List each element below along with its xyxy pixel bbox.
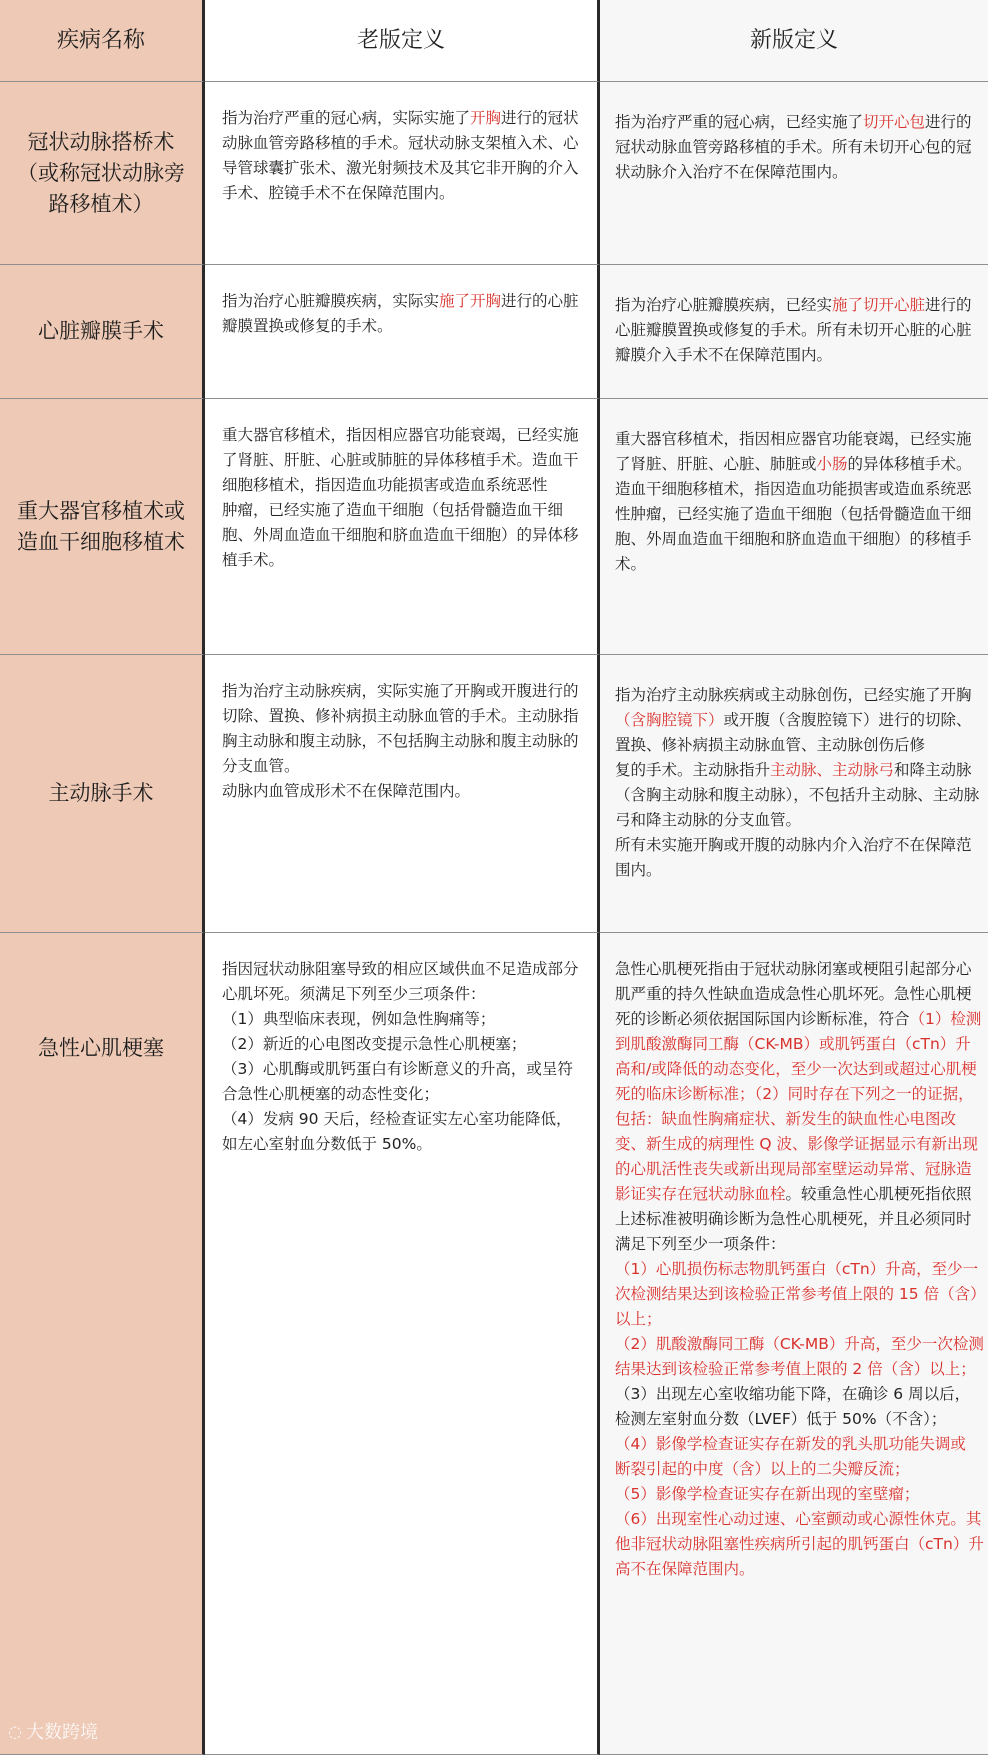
definition-text: 。较重急性心肌梗死指依照上述标准被明确诊断为急性心肌梗死，并且必须同时满足下列至少一项条件： (615, 1185, 972, 1253)
header-old-definition (205, 0, 600, 82)
header-col2-label: 老版定义 (356, 28, 445, 53)
definition-text: 指因冠状动脉阻塞导致的相应区域供血不足造成部分心肌坏死。须满足下列至少三项条件： (222, 960, 579, 1003)
header-new-definition (600, 0, 988, 82)
definition-text: 急性心肌梗死指由于冠状动脉闭塞或梗阻引起部分心肌严重的持久性缺血造成急性心肌坏死。急性心肌梗死的诊断必须依据国际国内诊断标准，符合 (615, 960, 972, 1028)
watermark-text: 大数跨境 (25, 1722, 98, 1743)
definition-text: （3）出现左心室收缩功能下降，在确诊 6 周以后，检测左室射血分数（LVEF）低于 50%（不含）； (615, 1385, 971, 1428)
watermark-logo-icon: ◌ (8, 1721, 22, 1741)
header-col1-label: 疾病名称 (56, 28, 145, 53)
row-4-name (0, 933, 205, 1755)
header-col3-label: 新版定义 (749, 28, 838, 53)
highlight-text: （2）肌酸激酶同工酶（CK-MB）升高，至少一次检测结果达到该检验正常参考值上限的 2 倍（含）以上； (615, 1335, 984, 1378)
highlight-text: 开胸 (470, 109, 502, 127)
row-1-new (600, 265, 988, 399)
row-2-old (205, 399, 600, 655)
definition-text: （3）心肌酶或肌钙蛋白有诊断意义的升高，或呈符合急性心肌梗塞的动态性变化； (222, 1060, 573, 1103)
definition-text: 复的手术。主动脉指升 (615, 761, 771, 779)
row-2-name (0, 399, 205, 655)
highlight-text: 主动脉、主动脉弓 (770, 761, 895, 779)
definition-text: （1）典型临床表现，例如急性胸痛等； (222, 1010, 496, 1028)
definition-text: 指为治疗心脏瓣膜疾病，实际实 (222, 292, 440, 310)
definition-text: 重大器官移植术，指因相应器官功能衰竭，已经实施了肾脏、肝脏、心脏、肺脏或 (615, 430, 972, 473)
highlight-text: （含胸腔镜下） (615, 711, 724, 729)
row-3-name (0, 655, 205, 933)
definition-text: 指为治疗严重的冠心病，已经实施了 (615, 113, 864, 131)
row-0-name (0, 82, 205, 265)
row-1-name (0, 265, 205, 399)
row-0-new (600, 82, 988, 265)
highlight-text: 切开心包 (863, 113, 926, 131)
disease-name: 重大器官移植术或造血干细胞移植术 (17, 498, 185, 554)
highlight-text: （1）检测到肌酸激酶同工酶（CK-MB）或肌钙蛋白（cTn）升高和/或降低的动态变化，至少一次达到或超过心肌梗死的临床诊断标准；（2）同时存在下列之一的证据，包括：缺血性胸痛症状、新发生的缺血性心电图改变、新生成的病理性 Q 波、影像学证据显示有新出现的心肌活性丧失或新出现局部室壁运动异常、冠脉造影证实存在冠状动脉血栓 (615, 1010, 982, 1203)
disease-name: 心脏瓣膜手术 (38, 319, 164, 343)
highlight-text: 施了开胸 (439, 292, 502, 310)
row-0-old (205, 82, 600, 265)
disease-name: 急性心肌梗塞 (38, 1036, 164, 1060)
highlight-text: （4）影像学检查证实存在新发的乳头肌功能失调或 (615, 1435, 966, 1453)
definition-text: 的异体移植手术。 (847, 455, 972, 473)
row-3-old (205, 655, 600, 933)
highlight-text: （6）出现室性心动过速、心室颤动或心源性休克。其他非冠状动脉阻塞性疾病所引起的肌钙蛋白（cTn）升高不在保障范围内。 (615, 1510, 984, 1578)
definition-text: 肿瘤，已经实施了造血干细胞（包括骨髓造血干细胞、外周血造血干细胞和脐血造血干细胞）的异体移植手术。 (222, 501, 579, 569)
definition-text: 指为治疗主动脉疾病或主动脉创伤，已经实施了开胸 (615, 686, 972, 704)
highlight-text: 施了切开心脏 (832, 296, 926, 314)
definition-text: 或开腹（含腹腔镜下）进行的切除、置换、修补病损主动脉血管、主动脉创伤后修 (615, 711, 972, 754)
definition-text: 指为治疗严重的冠心病，实际实施了 (222, 109, 471, 127)
definition-text: 和降主动脉（含胸主动脉和腹主动脉），不包括升主动脉、主动脉弓和降主动脉的分支血管。 (615, 761, 980, 829)
definition-text: 造血干细胞移植术，指因造血功能损害或造血系统恶性肿瘤，已经实施了造血干细胞（包括骨髓造血干细胞、外周血造血干细胞和脐血造血干细胞）的移植手术。 (615, 480, 972, 573)
definition-text: 指为治疗心脏瓣膜疾病，已经实 (615, 296, 833, 314)
definition-text: 动脉内血管成形术不在保障范围内。 (222, 782, 471, 800)
definition-text: 进行的心脏瓣膜置换或修复的手术。所有未切开心脏的心脏瓣膜介入手术不在保障范围内。 (615, 296, 972, 364)
row-4-new (600, 933, 988, 1755)
definition-text: 重大器官移植术，指因相应器官功能衰竭，已经实施了肾脏、肝脏、心脏或肺脏的异体移植手术。造血干细胞移植术，指因造血功能损害或造血系统恶性 (222, 426, 579, 494)
highlight-text: 小肠 (816, 455, 848, 473)
definition-text: （2）新近的心电图改变提示急性心肌梗塞； (222, 1035, 527, 1053)
definition-text: （4）发病 90 天后，经检查证实左心室功能降低，如左心室射血分数低于 50%。 (222, 1110, 572, 1153)
highlight-text: 断裂引起的中度（含）以上的二尖瓣反流； (615, 1460, 910, 1478)
header-disease-name (0, 0, 205, 82)
watermark (8, 1718, 98, 1744)
definition-text: 进行的心脏瓣膜置换或修复的手术。 (222, 292, 579, 335)
highlight-text: （1）心肌损伤标志物肌钙蛋白（cTn）升高，至少一次检测结果达到该检验正常参考值上限的 15 倍（含）以上； (615, 1260, 979, 1328)
row-2-new (600, 399, 988, 655)
definition-text: 进行的冠状动脉血管旁路移植的手术。冠状动脉支架植入术、心导管球囊扩张术、激光射频技术及其它非开胸的介入手术、腔镜手术不在保障范围内。 (222, 109, 579, 202)
row-4-old (205, 933, 600, 1755)
disease-name: 主动脉手术 (48, 781, 154, 805)
disease-name: 冠状动脉搭桥术（或称冠状动脉旁路移植术） (17, 129, 185, 216)
row-1-old (205, 265, 600, 399)
definition-text: 所有未实施开胸或开腹的动脉内介入治疗不在保障范围内。 (615, 836, 972, 879)
definition-text: 进行的冠状动脉血管旁路移植的手术。所有未切开心包的冠状动脉介入治疗不在保障范围内。 (615, 113, 972, 181)
highlight-text: （5）影像学检查证实存在新出现的室壁瘤； (615, 1485, 920, 1503)
definition-text: 指为治疗主动脉疾病，实际实施了开胸或开腹进行的切除、置换、修补病损主动脉血管的手术。主动脉指胸主动脉和腹主动脉，不包括胸主动脉和腹主动脉的分支血管。 (222, 682, 579, 775)
row-3-new (600, 655, 988, 933)
